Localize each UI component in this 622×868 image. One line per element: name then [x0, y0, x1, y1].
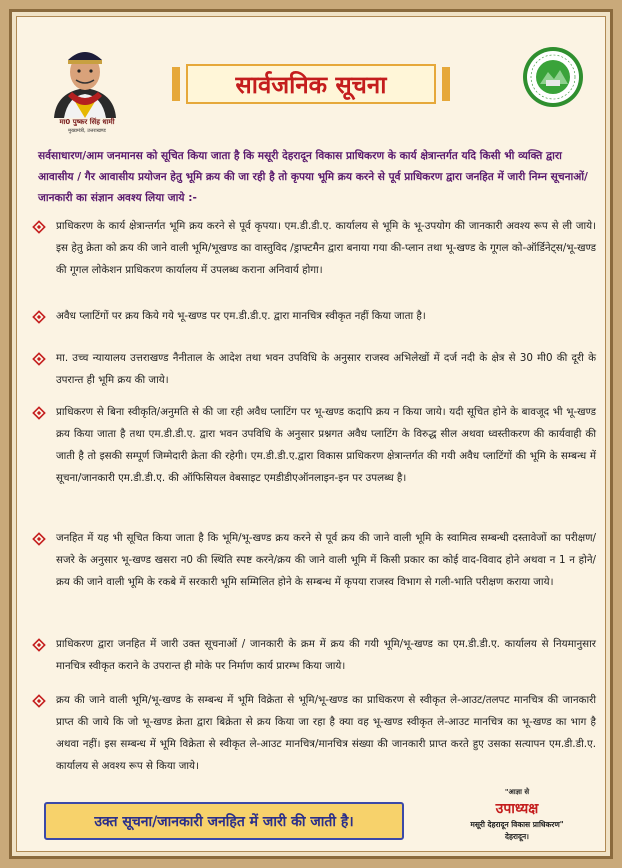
- list-item: [32, 347, 596, 391]
- diamond-bullet-icon: [32, 352, 46, 366]
- point-text: मा. उच्च न्यायालय उत्तराखण्ड नैनीताल के आदेश तथा भवन उपविधि के अनुसार राजस्व अभिलेखों में दर्ज नदी के क्षेत्र से 30 मी0 की दूरी के उपरान्त ही भूमि क्रय की जाये।: [56, 352, 596, 386]
- header: [12, 12, 610, 140]
- title-box: [186, 64, 436, 104]
- place-name: देहरादून।: [505, 832, 529, 841]
- list-item: [32, 527, 596, 593]
- diamond-bullet-icon: [32, 220, 46, 234]
- title-banner: [172, 64, 450, 104]
- footer-banner-text: उक्त सूचना/जानकारी जनहित में जारी की जाती है।: [94, 813, 354, 830]
- diamond-bullet-icon: [32, 310, 46, 324]
- point-text: प्राधिकरण से बिना स्वीकृति/अनुमति से की जा रही अवैध प्लाटिंग पर भू-खण्ड कदापि क्रय न किया जाये। यदी सूचित होने के बावजूद भी भू-खण्ड क्रय किया जाता है तथा एम.डी.डी.ए. द्वारा भवन उपविधि के अनुसार प्रश्नगत अवैध प्लाटिंग के विरुद्ध सील अथवा ध्वस्तीकरण की कार्यवाही की जाती है तो इसकी सम्पूर्ण जिम्मेदारी क्रेता की रहेगी। एम.डी.डी.ए.द्वारा विकास प्राधिकरण क्षेत्रान्तर्गत की गयी अवैध प्लाटिंगों की भूमि के सम्बन्ध में सूचना/जानकारी एम.डी.डी.ए. की ऑफिसियल वेबसाइट एमडीडीएऑनलाइन-इन पर उपलब्ध है।: [56, 406, 596, 484]
- point-text: अवैध प्लाटिंगों पर क्रय किये गये भू-खण्ड पर एम.डी.डी.ए. द्वारा मानचित्र स्वीकृत नहीं किया जाता है।: [56, 310, 426, 322]
- title-right-bar: [442, 67, 450, 101]
- list-item: [32, 305, 596, 327]
- page-title: सार्वजनिक सूचना: [235, 70, 387, 99]
- list-item: [32, 401, 596, 489]
- authority-name: मसूरी देहरादून विकास प्राधिकरण": [470, 820, 564, 829]
- diamond-bullet-icon: [32, 694, 46, 708]
- signatory-title: उपाध्यक्ष: [495, 801, 539, 817]
- order-line: "आज्ञा से: [504, 788, 530, 796]
- point-text: जनहित में यह भी सूचित किया जाता है कि भूमि/भू-खण्ड क्रय करने से पूर्व क्रय की जाने वाली भूमि के स्वामित्व सम्बन्धी दस्तावेजों का परीक्षण/सजरे के अनुसार भू-खण्ड खसरा न0 की स्थिति स्पष्ट करने/क्रय की जाने वाली भूमि में किसी प्रकार का कोई वाद-विवाद होने अथवा न 1 न होने/क्रय की जाने वाली भूमि के रकबे में सरकारी भूमि सम्मिलित होने के सम्बन्ध में कृपया राजस्व विभाग से गली-भाति परीक्षण कराया जाये।: [56, 532, 596, 588]
- authority-logo: [522, 46, 584, 108]
- list-item: [32, 689, 596, 777]
- diamond-bullet-icon: [32, 406, 46, 420]
- chief-minister-photo: [46, 34, 124, 118]
- cm-designation: मुख्यमंत्री, उत्तराखण्ड: [68, 128, 106, 134]
- diamond-bullet-icon: [32, 532, 46, 546]
- point-text: प्राधिकरण द्वारा जनहित में जारी उक्त सूचनाओं / जानकारी के क्रम में क्रय की गयी भूमि/भू-खण्ड का एम.डी.डी.ए. कार्यालय से नियमानुसार मानचित्र स्वीकृत कराने के उपरान्त ही मोके पर निर्माण कार्य प्रारम्भ किया जाये।: [56, 638, 596, 672]
- cm-name: मा0 पुष्कर सिंह धामी: [59, 118, 115, 126]
- point-text: क्रय की जाने वाली भूमि/भू-खण्ड के सम्बन्ध में भूमि विक्रेता से भूमि/भू-खण्ड का प्राधिकरण से स्वीकृत ले-आउट/तलपट मानचित्र की जानकारी प्राप्त की जाये कि जो भू-खण्ड क्रेता द्वारा बिक्रेता से क्रय किया जा रहा है क्या वह भू-खण्ड स्वीकृत ले-आउट मानचित्र का भू-खण्ड का भाग है अथवा नहीं। इस सम्बन्ध में भूमि विक्रेता से स्वीकृत ले-आउट मानचित्र/मानचित्र संख्या की जानकारी प्राप्त करते हुए उसका सत्यापन एम.डी.डी.ए. कार्यालय से अवश्य रूप से किया जाये।: [56, 694, 596, 772]
- intro-paragraph: सर्वसाधारण/आम जनमानस को सूचित किया जाता है कि मसूरी देहरादून विकास प्राधिकरण के कार्य क्षेत्रान्तर्गत यदि किसी भी व्यक्ति द्वारा आवासीय / गैर आवासीय प्रयोजन हेतु भूमि क्रय की जा रही है तो कृपया भूमि क्रय करने से पूर्व प्राधिकरण द्वारा जनहित में जारी निम्न सूचनाओं/जानकारी का संज्ञान अवश्य लिया जाये :-: [38, 150, 588, 204]
- footer-banner: [44, 802, 404, 840]
- signature-block: [442, 788, 592, 842]
- point-text: प्राधिकरण के कार्य क्षेत्रान्तर्गत भूमि क्रय करने से पूर्व कृपया। एम.डी.डी.ए. कार्यालय से भूमि के भू-उपयोग की जानकारी अवश्य रूप से ली जाये। इस हेतु क्रेता को क्रय की जाने वाली भूमि/भूखण्ड का वास्तुविद /ड्राफ्टमैन द्वारा बनाया गया की-प्लान तथा भू-खण्ड के गूगल को-ऑर्डिनेट्स/भू-खण्ड की गूगल लोकेशन प्राधिकरण कार्यालय में उपलब्ध कराना अनिवार्य होगा।: [56, 220, 596, 276]
- title-left-bar: [172, 67, 180, 101]
- list-item: [32, 633, 596, 677]
- notice-poster: [9, 9, 613, 859]
- list-item: [32, 215, 596, 281]
- diamond-bullet-icon: [32, 638, 46, 652]
